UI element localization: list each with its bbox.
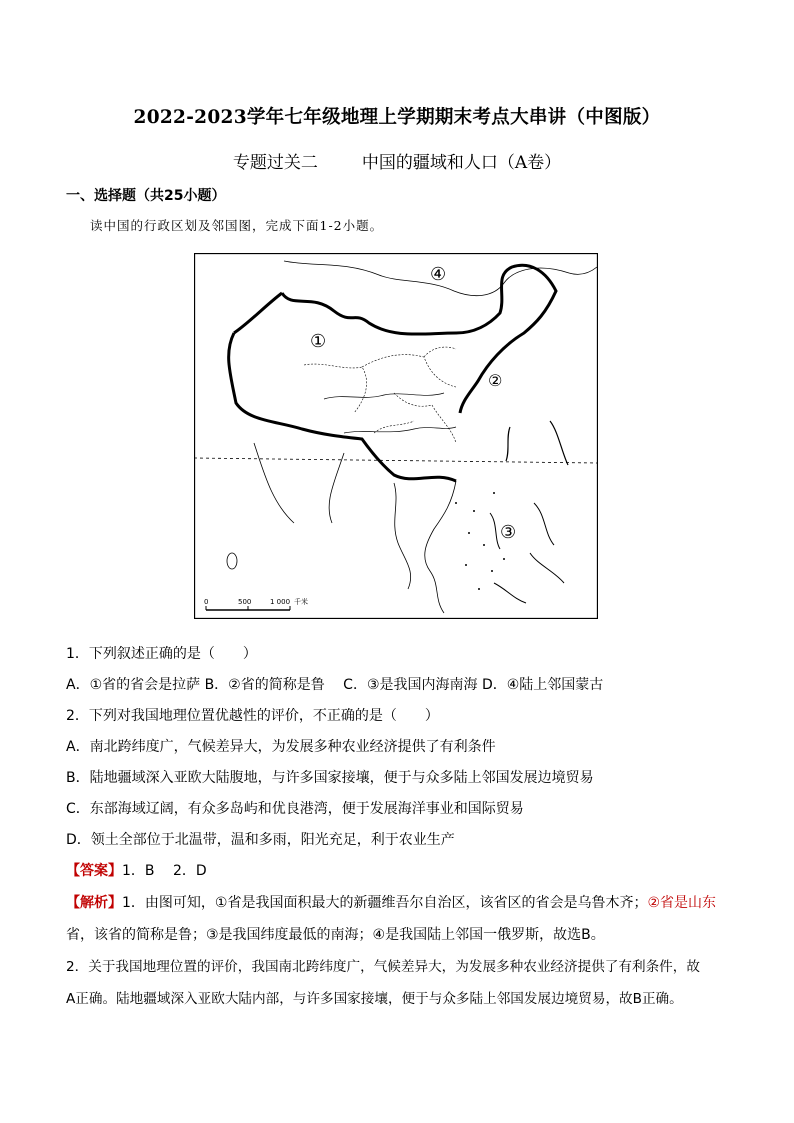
svg-text:千米: 千米 — [294, 598, 308, 606]
svg-text:500: 500 — [238, 598, 252, 606]
question-2-option-a: A．南北跨纬度广，气候差异大，为发展多种农业经济提供了有利条件 — [66, 739, 496, 755]
analysis-line-3: 2．关于我国地理位置的评价，我国南北跨纬度广，气候差异大，为发展多种农业经济提供了有利条件，故 — [66, 959, 700, 975]
analysis-text-1-red: ②省是山东 — [647, 895, 717, 911]
svg-text:0: 0 — [204, 598, 209, 606]
china-neighbors-map — [194, 253, 598, 619]
analysis-text-1: 1．由图可知，①省是我国面积最大的新疆维吾尔自治区，该省区的省会是乌鲁木齐； — [122, 895, 648, 911]
question-1-stem: 1．下列叙述正确的是（ ） — [66, 646, 257, 662]
document-subtitle — [0, 148, 794, 173]
question-2-option-b: B．陆地疆域深入亚欧大陆腹地，与许多国家接壤，便于与众多陆上邻国发展边境贸易 — [66, 770, 594, 786]
map-label-2: ② — [488, 371, 503, 390]
document-title: 2022-2023学年七年级地理上学期期末考点大串讲（中图版） — [133, 107, 661, 128]
subtitle-topic: 专题过关二 — [232, 153, 318, 173]
map-label-4: ④ — [430, 264, 447, 285]
svg-text:1 000: 1 000 — [270, 598, 291, 606]
question-intro: 读中国的行政区划及邻国图，完成下面1-2小题。 — [90, 218, 384, 233]
question-2-stem: 2．下列对我国地理位置优越性的评价，不正确的是（ ） — [66, 708, 439, 724]
subtitle-unit: 中国的疆域和人口（A卷） — [361, 153, 562, 173]
analysis-line-1 — [66, 892, 716, 912]
question-2-option-d: D．领土全部位于北温带，温和多雨，阳光充足，利于农业生产 — [66, 832, 455, 848]
analysis-line-4: A正确。陆地疆域深入亚欧大陆内部，与许多国家接壤，便于与众多陆上邻国发展边境贸易，故B正确。 — [66, 991, 683, 1007]
map-frame — [195, 254, 598, 619]
analysis-tag: 【解析】 — [66, 895, 122, 911]
answer-text: 1．B 2．D — [122, 863, 207, 879]
answer-line — [66, 860, 207, 880]
analysis-line-2: 省，该省的简称是鲁；③是我国纬度最低的南海；④是我国陆上邻国一俄罗斯，故选B。 — [66, 927, 605, 943]
section-heading: 一、选择题（共25小题） — [66, 188, 226, 204]
question-2-option-c: C．东部海域辽阔，有众多岛屿和优良港湾，便于发展海洋事业和国际贸易 — [66, 801, 524, 817]
answer-tag: 【答案】 — [66, 863, 122, 879]
map-label-1: ① — [310, 331, 327, 352]
question-1-options: A．①省的省会是拉萨 B．②省的简称是鲁 C．③是我国内海南海 D．④陆上邻国蒙古 — [66, 677, 604, 693]
map-label-3: ③ — [500, 522, 517, 543]
